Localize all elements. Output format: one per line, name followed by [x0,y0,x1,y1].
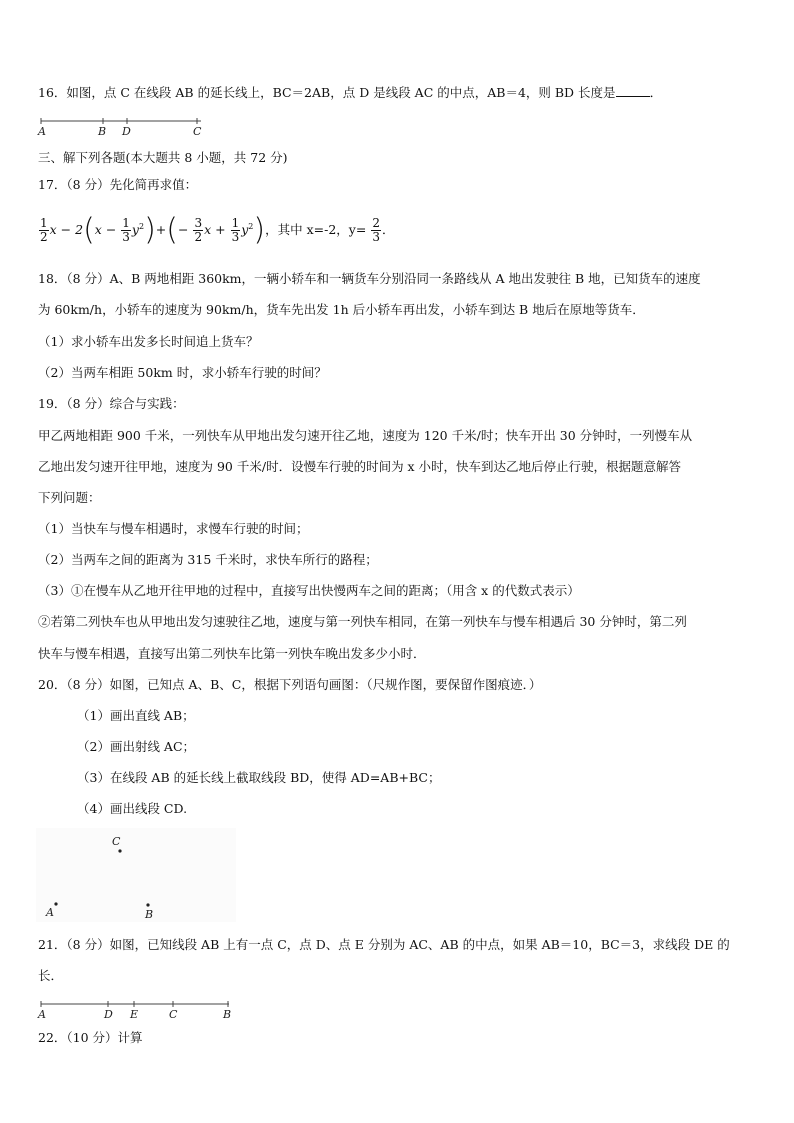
q17-condition: ，其中 x=-2，y= [265,222,367,238]
q19-sub-3: （3）①在慢车从乙地开往甲地的过程中，直接写出快慢两车之间的距离；（用含 x 的代数式表示） [38,583,580,598]
q20-point-a [54,902,57,905]
q19-title: 19．（8 分）综合与实践： [38,396,185,411]
q20-step-1: （1）画出直线 AB； [77,708,195,723]
q21-label-a: A [38,1008,46,1021]
q16-label-a: A [38,125,46,138]
q19-sub-1: （1）当快车与慢车相遇时，求慢车行驶的时间； [38,521,309,536]
q20-step-2: （2）画出射线 AC； [77,739,196,754]
q19-sub-4a: ②若第二列快车也从甲地出发匀速驶往乙地，速度与第一列快车相同，在第一列快车与慢车相遇后 30 分钟时，第二列 [38,614,687,629]
q20-point-c [118,849,121,852]
q18-sub-2: （2）当两车相距 50km 时，求小轿车行驶的时间？ [38,365,327,380]
q20-step-3: （3）在线段 AB 的延长线上截取线段 BD，使得 AD=AB+BC； [77,770,441,785]
q20-label-c: C [112,835,121,848]
q19-para-3: 下列问题： [38,490,101,505]
q17-frac-1: $\frac{1}{2}$ [40,216,48,245]
q17-frac-2: $\frac{1}{3}$ [122,216,130,245]
q20-point-b [146,903,149,906]
q20-figure-background [36,828,236,922]
q18-sub-1: （1）求小轿车出发多长时间追上货车？ [38,334,259,349]
q21-line-2: 长． [38,968,64,983]
q17-frac-3: $\frac{3}{2}$ [194,216,203,245]
q17-term-1: x − 2 [49,222,84,238]
q20-figure [36,828,236,922]
q21-line-1: 21．（8 分）如图，已知线段 AB 上有一点 C，点 D、点 E 分别为 AC、AB 的中点，如果 AB＝10，BC＝3，求线段 DE 的 [38,937,730,952]
q21-label-c: C [169,1008,178,1021]
q21-label-e: E [130,1008,139,1021]
section-heading: 三、解下列各题(本大题共 8 小题，共 72 分) [38,150,288,165]
q16-answer-blank[interactable] [616,84,650,97]
q16-end: ． [649,85,663,100]
q16-text [38,84,662,101]
q20-label-a: A [46,906,54,919]
q18-line-1: 18．（8 分）A、B 两地相距 360km，一辆小轿车和一辆货车分别沿同一条路线从 A 地出发驶往 B 地，已知货车的速度 [38,271,701,286]
q21-figure [36,996,236,1022]
q18-line-2: 为 60km/h，小轿车的速度为 90km/h，货车先出发 1h 后小轿车再出发，小轿车到达 B 地后在原地等货车． [38,302,645,317]
q21-label-d: D [104,1008,113,1021]
q16-label-c: C [193,125,202,138]
q20-label-b: B [145,908,154,921]
q20-step-4: （4）画出线段 CD. [77,801,188,816]
q21-label-b: B [223,1008,232,1021]
q17-frac-4: $\frac{1}{3}$ [231,216,240,245]
q19-para-2: 乙地出发匀速开往甲地，速度为 90 千米/时．设慢车行驶的时间为 x 小时，快车到达乙地后停止行驶，根据题意解答 [38,459,682,474]
q19-sub-4b: 快车与慢车相遇，直接写出第二列快车比第一列快车晚出发多少小时． [38,646,426,661]
q17-term-3: x + [204,222,226,238]
q16-line: 16．如图，点 C 在线段 AB 的延长线上，BC＝2AB，点 D 是线段 AC 的中点，AB＝4，则 BD 长度是 [38,85,616,100]
q19-sub-2: （2）当两车之间的距离为 315 千米时，求快车所行的路程； [38,552,378,567]
q16-figure [36,112,216,138]
q22-title: 22．（10 分）计算 [38,1030,143,1045]
q17-term-2: x − [94,222,117,238]
q17-title: 17．（8 分）先化简再求值： [38,177,198,192]
q16-label-b: B [98,125,107,138]
q17-frac-5: $\frac{2}{3}$ [372,216,380,245]
q20-title: 20．（8 分）如图，已知点 A、B、C，根据下列语句画图：（尺规作图，要保留作图痕迹．） [38,677,542,692]
q19-para-1: 甲乙两地相距 900 千米，一列快车从甲地出发匀速开往乙地，速度为 120 千米/时；快车开出 30 分钟时，一列慢车从 [38,428,693,443]
q16-label-d: D [122,125,131,138]
q17-expression: $\frac{1}{2}$ x − 2(x − $\frac{1}{3}$ $y^2)+(-$ $\frac{3}{2}$ x + $\frac{1}{3}$ $y^2$)，其中 x=-2，y= $\frac{2}{3}$ ． [40,212,395,248]
